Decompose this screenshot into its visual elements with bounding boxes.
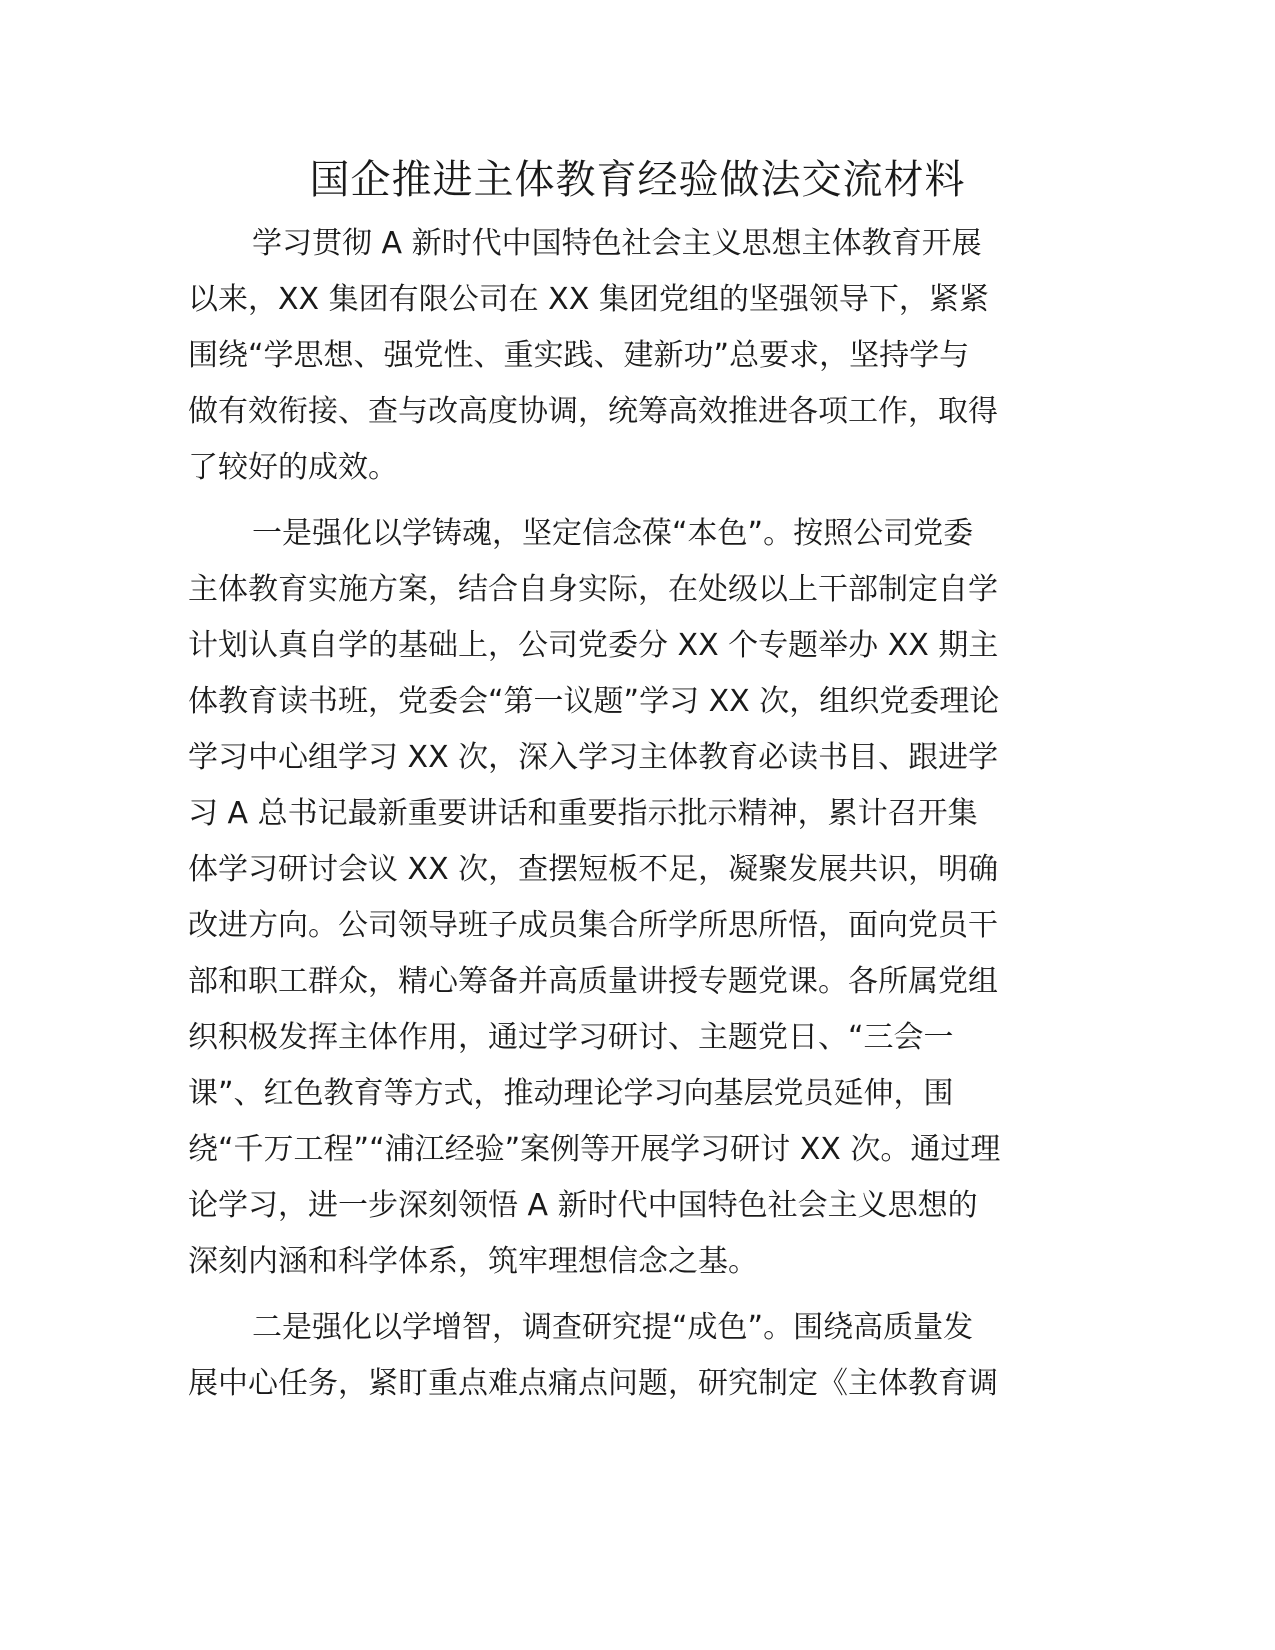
paragraph-2-line-3: 计划认真自学的基础上，公司党委分 XX 个专题举办 XX 期主 — [188, 628, 999, 663]
document-title: 国企推进主体教育经验做法交流材料 — [309, 157, 966, 203]
paragraph-2-line-13: 论学习，进一步深刻领悟 A 新时代中国特色社会主义思想的 — [188, 1188, 978, 1223]
paragraph-2-line-2: 主体教育实施方案，结合自身实际，在处级以上干部制定自学 — [188, 572, 998, 607]
paragraph-1-line-3: 围绕“学思想、强党性、重实践、建新功”总要求，坚持学与 — [188, 338, 970, 373]
paragraph-2-line-5: 学习中心组学习 XX 次，深入学习主体教育必读书目、跟进学 — [188, 740, 999, 775]
paragraph-2-line-8: 改进方向。公司领导班子成员集合所学所思所悟，面向党员干 — [188, 908, 998, 943]
paragraph-2-line-1: 一是强化以学铸魂，坚定信念葆“本色”。按照公司党委 — [252, 516, 974, 551]
paragraph-2-line-10: 织积极发挥主体作用，通过学习研讨、主题党日、“三会一 — [188, 1020, 954, 1055]
paragraph-2-line-4: 体教育读书班，党委会“第一议题”学习 XX 次，组织党委理论 — [188, 684, 1000, 719]
paragraph-2-line-12: 绕“千万工程”“浦江经验”案例等开展学习研讨 XX 次。通过理 — [188, 1132, 1001, 1167]
paragraph-2-line-7: 体学习研讨会议 XX 次，查摆短板不足，凝聚发展共识，明确 — [188, 852, 999, 887]
paragraph-2-line-14: 深刻内涵和科学体系，筑牢理想信念之基。 — [188, 1244, 758, 1279]
paragraph-2-line-9: 部和职工群众，精心筹备并高质量讲授专题党课。各所属党组 — [188, 964, 998, 999]
paragraph-1-line-1: 学习贯彻 A 新时代中国特色社会主义思想主体教育开展 — [252, 226, 982, 261]
paragraph-3-line-1: 二是强化以学增智，调查研究提“成色”。围绕高质量发 — [252, 1310, 974, 1345]
paragraph-2-line-6: 习 A 总书记最新重要讲话和重要指示批示精神，累计召开集 — [188, 796, 978, 831]
paragraph-1-line-4: 做有效衔接、查与改高度协调，统筹高效推进各项工作，取得 — [188, 394, 998, 429]
paragraph-2-line-11: 课”、红色教育等方式，推动理论学习向基层党员延伸，围 — [188, 1076, 954, 1111]
paragraph-1-line-2: 以来，XX 集团有限公司在 XX 集团党组的坚强领导下，紧紧 — [188, 282, 989, 317]
paragraph-1-line-5: 了较好的成效。 — [188, 450, 398, 485]
paragraph-3-line-2: 展中心任务，紧盯重点难点痛点问题，研究制定《主体教育调 — [188, 1366, 998, 1401]
